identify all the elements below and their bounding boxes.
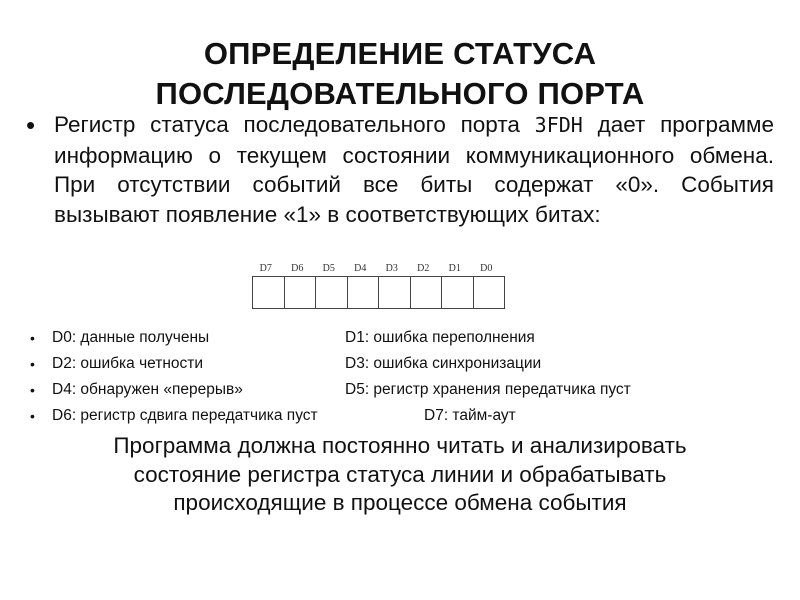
legend-row bbox=[30, 377, 750, 403]
bit-legend-list bbox=[30, 325, 750, 429]
legend-bullet: • bbox=[30, 356, 35, 372]
status-register-diagram bbox=[250, 262, 505, 309]
legend-row bbox=[30, 351, 750, 377]
main-text-part-1: Регистр статуса последовательного порта bbox=[54, 112, 535, 137]
legend-bullet: • bbox=[30, 330, 35, 346]
bit-label-d0: D0 bbox=[480, 263, 493, 274]
main-bullet-text bbox=[54, 110, 774, 229]
legend-left: D4: обнаружен «перерыв» bbox=[52, 381, 243, 398]
legend-right: D3: ошибка синхронизации bbox=[345, 355, 542, 372]
bit-cell-d6 bbox=[285, 277, 317, 309]
register-cells bbox=[252, 276, 505, 309]
legend-left: D0: данные получены bbox=[52, 329, 210, 346]
register-bit-labels bbox=[250, 262, 505, 276]
bullet-dot: • bbox=[26, 110, 36, 140]
bit-label-d6: D6 bbox=[291, 263, 304, 274]
bit-label-d4: D4 bbox=[354, 263, 367, 274]
legend-right: D1: ошибка переполнения bbox=[345, 329, 535, 346]
conclusion-line-3: происходящие в процессе обмена события bbox=[173, 490, 627, 515]
legend-left: D6: регистр сдвига передатчика пуст bbox=[52, 407, 318, 424]
bit-cell-d7 bbox=[253, 277, 285, 309]
legend-bullet: • bbox=[30, 382, 35, 398]
bit-cell-d5 bbox=[316, 277, 348, 309]
legend-right: D5: регистр хранения передатчика пуст bbox=[345, 381, 631, 398]
main-text-part-2: дает программе информацию о текущем состоянии коммуникационного обмена. При отсутствии событий все биты содержат «0». События вызывают появление «1» в соответствующих битах: bbox=[54, 112, 774, 227]
bit-label-d3: D3 bbox=[385, 263, 398, 274]
title-line-2: ПОСЛЕДОВАТЕЛЬНОГО ПОРТА bbox=[155, 76, 645, 111]
bit-cell-d1 bbox=[442, 277, 474, 309]
bit-cell-d0 bbox=[474, 277, 506, 309]
port-code: 3FDH bbox=[534, 113, 583, 137]
conclusion-text bbox=[40, 432, 760, 518]
legend-right: D7: тайм-аут bbox=[424, 407, 516, 424]
slide-title bbox=[40, 34, 760, 114]
bit-label-d7: D7 bbox=[259, 263, 272, 274]
bit-cell-d2 bbox=[411, 277, 443, 309]
bit-cell-d4 bbox=[348, 277, 380, 309]
bit-cell-d3 bbox=[379, 277, 411, 309]
bit-label-d2: D2 bbox=[417, 263, 430, 274]
bit-label-d1: D1 bbox=[448, 263, 461, 274]
legend-row bbox=[30, 403, 750, 429]
title-line-1: ОПРЕДЕЛЕНИЕ СТАТУСА bbox=[203, 36, 597, 71]
bit-label-d5: D5 bbox=[322, 263, 335, 274]
legend-left: D2: ошибка четности bbox=[52, 355, 204, 372]
legend-bullet: • bbox=[30, 408, 35, 424]
legend-row bbox=[30, 325, 750, 351]
conclusion-line-2: состояние регистра статуса линии и обрабатывать bbox=[133, 461, 667, 487]
conclusion-line-1: Программа должна постоянно читать и анализировать bbox=[113, 433, 687, 458]
